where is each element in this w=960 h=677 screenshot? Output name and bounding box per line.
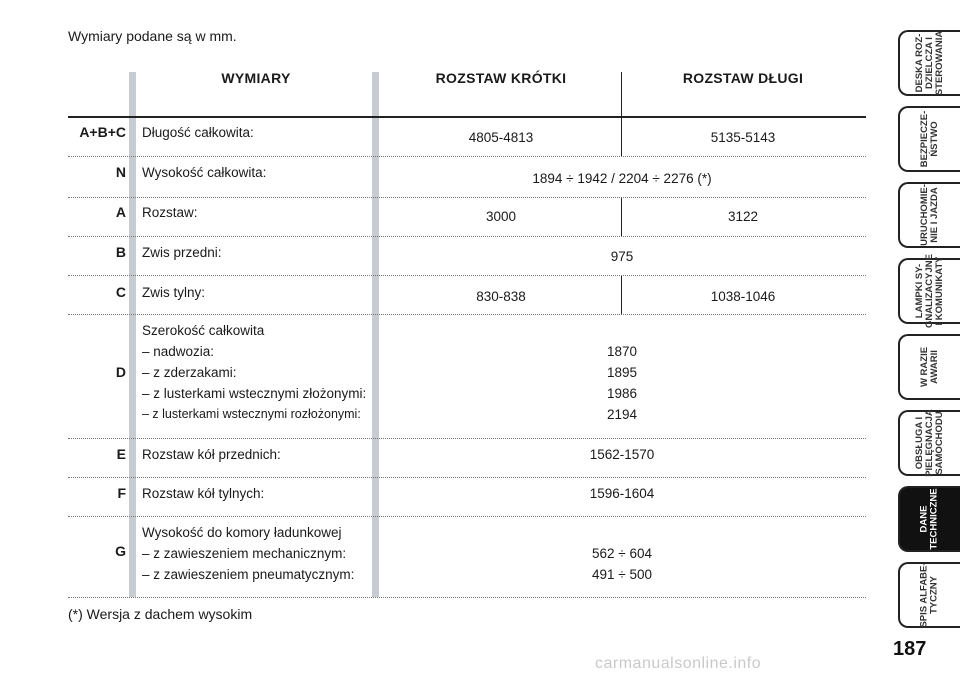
label-line: Szerokość całkowita	[142, 323, 265, 338]
dimension-code: F	[117, 485, 126, 501]
label-line: Rozstaw kół przednich:	[142, 447, 281, 462]
value-long: 5135-5143	[710, 130, 776, 145]
value-short: 830-838	[476, 289, 526, 304]
tab-safety[interactable]	[898, 106, 960, 172]
dimension-code: E	[116, 446, 126, 462]
row-separator	[68, 597, 866, 598]
row-separator	[68, 275, 866, 276]
row-separator	[68, 516, 866, 517]
tab-label: OBSŁUGA I	[914, 416, 926, 470]
tab-starting-driving[interactable]	[898, 182, 960, 248]
tab-label: DZIELCZA I	[924, 37, 936, 89]
tab-technical-data[interactable]	[898, 486, 960, 552]
value-line: 1986	[606, 386, 638, 401]
dimension-label	[142, 444, 374, 465]
page-number: 187	[893, 638, 927, 660]
tab-label: AWARII	[928, 350, 940, 384]
value-both: 1562-1570	[589, 447, 655, 462]
label-line: Zwis tylny:	[142, 285, 206, 300]
value-both: 1894 ÷ 1942 / 2204 ÷ 2276 (*)	[532, 171, 712, 186]
dimension-code: A+B+C	[79, 124, 126, 140]
label-line: – z zawieszeniem mechanicznym:	[142, 546, 347, 561]
dimension-label	[142, 122, 374, 143]
intro-text: Wymiary podane są w mm.	[68, 28, 237, 44]
row-separator	[68, 236, 866, 237]
label-line: – z zawieszeniem pneumatycznym:	[142, 567, 355, 582]
dimension-code: D	[115, 364, 126, 380]
value-short: 3000	[485, 209, 517, 224]
row-separator	[68, 197, 866, 198]
header-long-wheelbase: ROZSTAW DŁUGI	[682, 70, 804, 86]
tab-label: I KOMUNIKATY	[934, 256, 945, 326]
label-line: Zwis przedni:	[142, 245, 222, 260]
header-dimensions: WYMIARY	[221, 70, 291, 86]
column-divider-row-c	[621, 276, 622, 314]
value-both: 975	[610, 249, 634, 264]
tab-label: LAMPKI SY-	[914, 263, 925, 319]
left-gray-bar	[129, 72, 136, 597]
row-separator	[68, 438, 866, 439]
tab-label: TECHNICZNE	[929, 488, 941, 550]
tab-maintenance[interactable]	[898, 410, 960, 476]
label-line: Długość całkowita:	[142, 125, 254, 140]
tab-label: NIE I JAZDA	[929, 187, 940, 243]
tab-label: PIELĘGNACJA	[924, 409, 936, 477]
footnote: (*) Wersja z dachem wysokim	[68, 606, 253, 622]
header-short-wheelbase: ROZSTAW KRÓTKI	[435, 70, 567, 86]
tab-label: TYCZNY	[929, 576, 941, 615]
dimension-label	[142, 282, 374, 303]
row-separator	[68, 156, 866, 157]
tab-label: STEROWANIA	[934, 30, 946, 96]
dimension-label	[142, 483, 374, 504]
value-short: 4805-4813	[468, 130, 534, 145]
tab-label: GNALIZACYJNE	[924, 254, 935, 328]
tab-label: DESKA ROZ-	[914, 33, 926, 93]
value-line: 1895	[606, 365, 638, 380]
tab-emergency[interactable]	[898, 334, 960, 400]
dimension-code: B	[115, 244, 126, 260]
tab-label: SAMOCHODU	[934, 411, 946, 475]
watermark: carmanualsonline.info	[595, 655, 762, 672]
value-line: 562 ÷ 604	[592, 546, 652, 561]
column-divider-header	[621, 72, 622, 116]
tab-label: URUCHOMIE-	[919, 184, 930, 246]
dimension-label	[142, 320, 374, 425]
value-line: 1870	[606, 344, 638, 359]
dimension-label	[142, 242, 374, 263]
value-both: 1596-1604	[589, 486, 655, 501]
tab-alphabetical-index[interactable]	[898, 562, 960, 628]
dimension-code: C	[115, 284, 126, 300]
value-line: 2194	[606, 407, 638, 422]
label-line: – z lusterkami wstecznymi złożonymi:	[142, 386, 367, 401]
dimension-label	[142, 202, 374, 223]
tab-label: SPIS ALFABE-	[919, 562, 931, 628]
dimension-label	[142, 522, 374, 585]
value-long: 1038-1046	[710, 289, 776, 304]
dimension-code: G	[115, 543, 126, 559]
label-line: – z zderzakami:	[142, 365, 237, 380]
tab-warning-lights[interactable]	[898, 254, 960, 328]
value-both	[382, 341, 862, 425]
header-rule	[68, 116, 866, 118]
tab-dashboard-controls[interactable]	[898, 30, 960, 96]
label-line: Rozstaw:	[142, 205, 198, 220]
dimension-label	[142, 162, 374, 183]
column-divider-row-a	[621, 198, 622, 236]
dimension-code: A	[115, 204, 126, 220]
dimension-code: N	[115, 164, 126, 180]
column-divider-row-a-b-c	[621, 118, 622, 156]
row-separator	[68, 314, 866, 315]
label-line: Wysokość całkowita:	[142, 165, 267, 180]
label-line: Wysokość do komory ładunkowej	[142, 525, 342, 540]
tab-label: ŃSTWO	[928, 121, 940, 157]
value-long: 3122	[727, 209, 759, 224]
tab-label: BEZPIECZE-	[918, 110, 930, 168]
value-line: 491 ÷ 500	[592, 567, 652, 582]
tab-label: DANE	[919, 505, 931, 533]
label-line: Rozstaw kół tylnych:	[142, 486, 265, 501]
value-both	[382, 543, 862, 585]
row-separator	[68, 477, 866, 478]
label-line: – z lusterkami wstecznymi rozłożonymi:	[142, 407, 361, 421]
label-line: – nadwozia:	[142, 344, 215, 359]
tab-label: W RAZIE	[918, 346, 930, 388]
